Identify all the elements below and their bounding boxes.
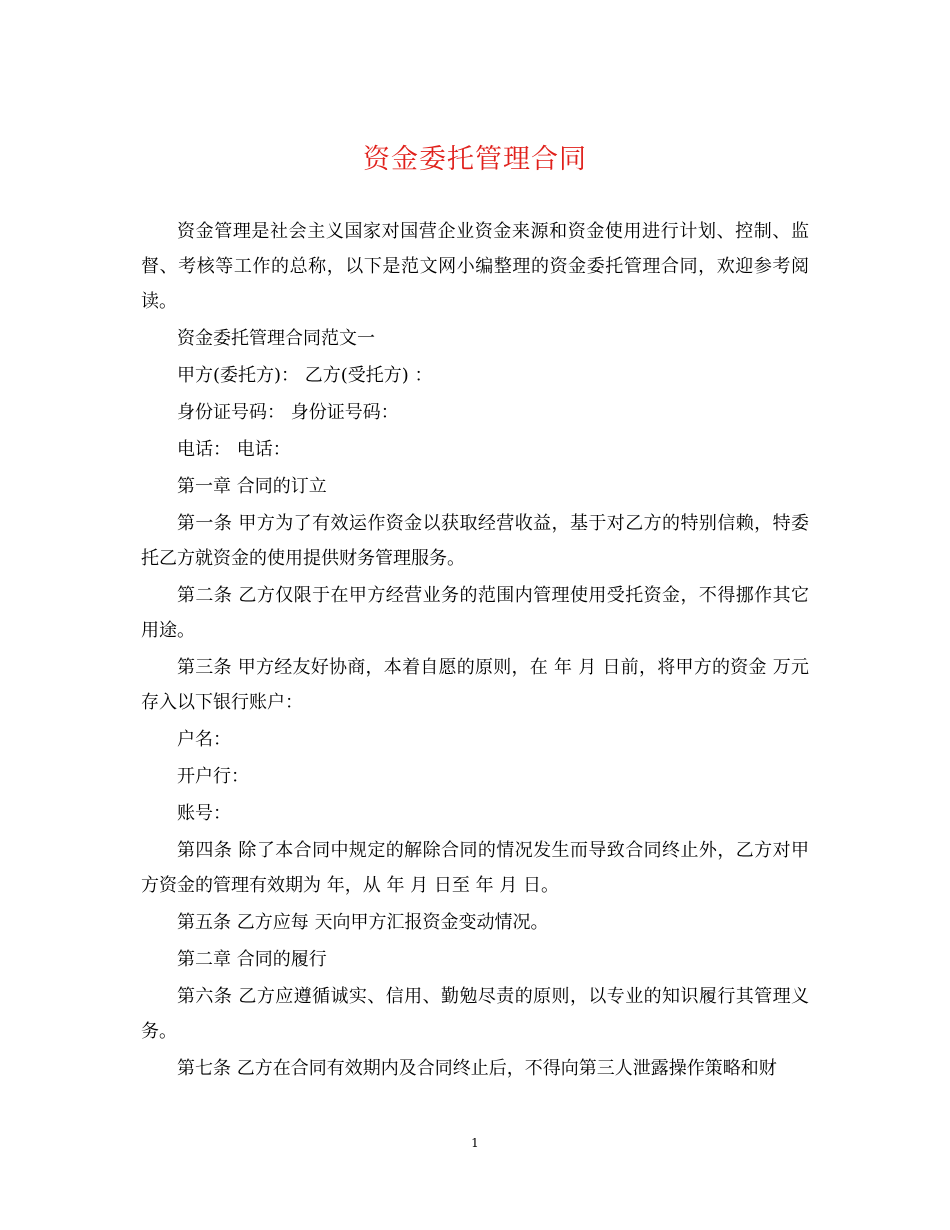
sample-heading: 资金委托管理合同范文一 xyxy=(177,328,375,349)
page-number: 1 xyxy=(471,1136,479,1150)
intro-paragraph: 资金管理是社会主义国家对国营企业资金来源和资金使用进行计划、控制、监督、考核等工作的总称，以下是范文网小编整理的资金委托管理合同，欢迎参考阅读。 xyxy=(141,221,809,312)
account-name-line: 户名： xyxy=(177,729,231,750)
chapter-heading: 第二章 合同的履行 xyxy=(177,949,327,970)
account-number-line: 账号： xyxy=(177,803,231,824)
bank-line: 开户行： xyxy=(177,766,249,787)
article-paragraph: 第七条 乙方在合同有效期内及合同终止后，不得向第三人泄露操作策略和财 xyxy=(177,1058,777,1079)
document-title: 资金委托管理合同 xyxy=(363,144,587,175)
chapter-heading: 第一章 合同的订立 xyxy=(177,476,327,497)
party-line: 甲方(委托方)： 乙方(受托方) ： xyxy=(177,365,433,386)
article-paragraph: 第四条 除了本合同中规定的解除合同的情况发生而导致合同终止外，乙方对甲方资金的管理有效期为 年，从 年 月 日至 年 月 日。 xyxy=(141,840,809,896)
article-paragraph: 第六条 乙方应遵循诚实、信用、勤勉尽责的原则，以专业的知识履行其管理义务。 xyxy=(141,986,809,1042)
article-paragraph: 第三条 甲方经友好协商，本着自愿的原则，在 年 月 日前，将甲方的资金 万元存入以下银行账户： xyxy=(141,657,809,713)
article-paragraph: 第二条 乙方仅限于在甲方经营业务的范围内管理使用受托资金，不得挪作其它用途。 xyxy=(141,585,809,641)
article-paragraph: 第一条 甲方为了有效运作资金以获取经营收益，基于对乙方的特别信赖，特委托乙方就资金的使用提供财务管理服务。 xyxy=(141,513,809,569)
article-paragraph: 第五条 乙方应每 天向甲方汇报资金变动情况。 xyxy=(177,912,549,933)
id-number-line: 身份证号码： 身份证号码： xyxy=(177,402,399,423)
document-body xyxy=(141,214,809,1088)
phone-line: 电话： 电话： xyxy=(177,439,291,460)
